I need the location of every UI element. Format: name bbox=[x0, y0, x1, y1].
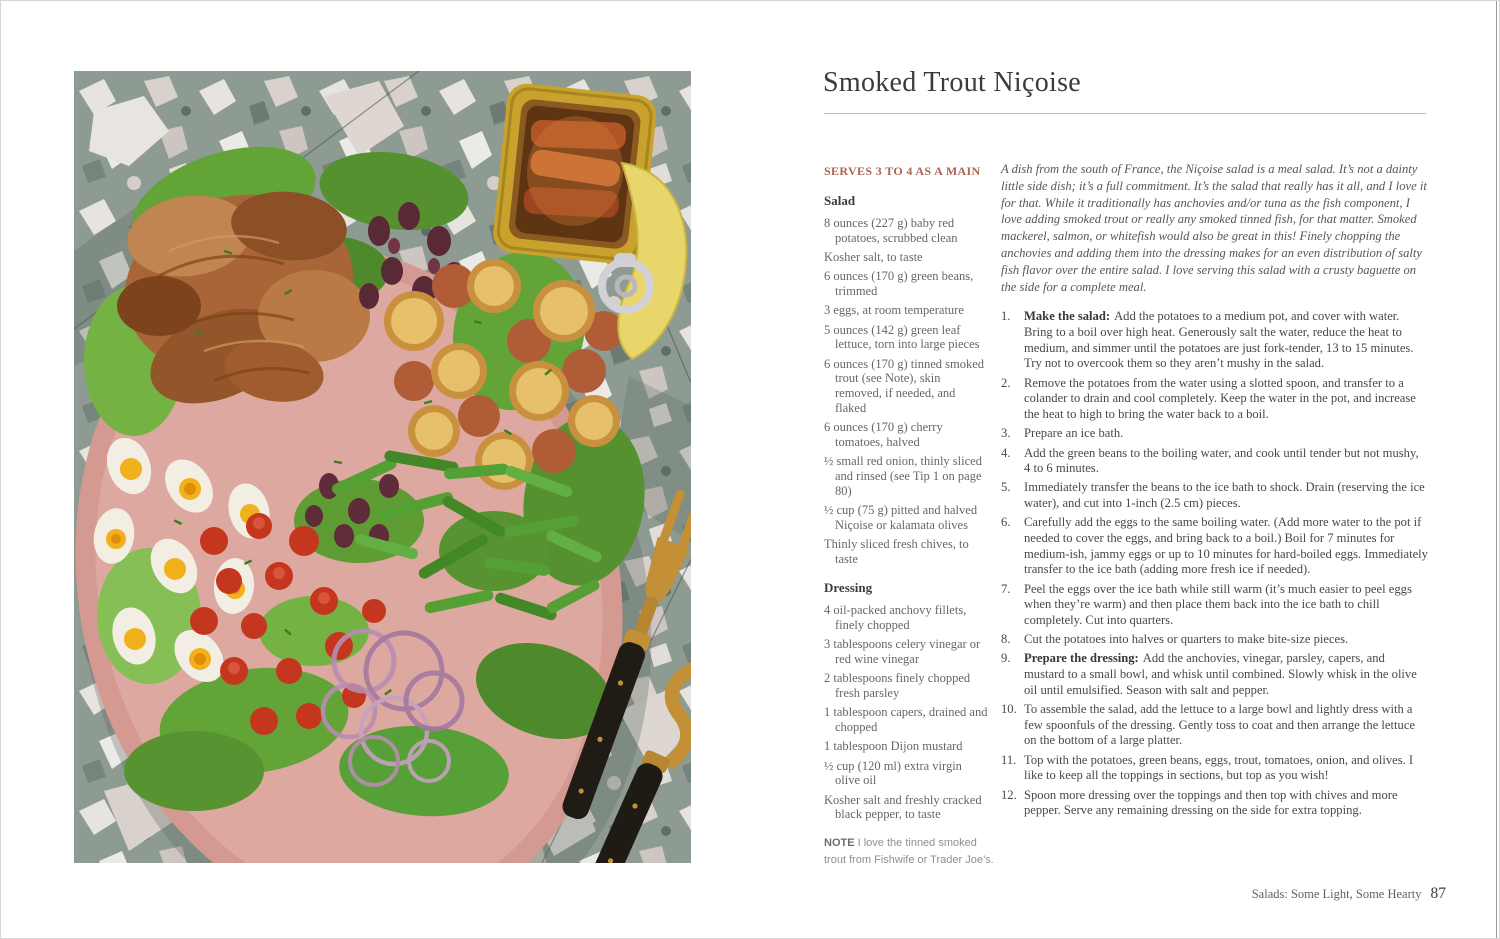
step-list bbox=[1001, 309, 1428, 819]
ingredient-item: 3 eggs, at room temperature bbox=[824, 303, 964, 318]
step-lead: Prepare the dressing: bbox=[1024, 651, 1139, 666]
step-text: Carefully add the eggs to the same boiling water. (Add more water to the pot if needed to cover the eggs, and bring back to a boil.) Boil for 7 minutes for medium-ish, jammy eggs or up to 10 minutes for hard-boiled eggs. Immediately transfer to the ice bath (adding more fresh ice if needed). bbox=[1024, 515, 1428, 577]
ingredient-item: 4 oil-packed anchovy fillets, finely chopped bbox=[824, 603, 967, 632]
step-number: 1. bbox=[1001, 309, 1011, 324]
recipe-step bbox=[1001, 515, 1428, 578]
recipe-step bbox=[1001, 702, 1428, 749]
step-text: Remove the potatoes from the water using a slotted spoon, and transfer to a colander to drain and cool completely. Keep the water in the pot, and increase the heat to high to bring the water back to a boil. bbox=[1024, 375, 1416, 422]
recipe-step bbox=[1001, 753, 1428, 784]
step-number: 3. bbox=[1001, 426, 1011, 441]
note-label: NOTE bbox=[824, 837, 855, 849]
ingredient-group-heading-salad: Salad bbox=[824, 193, 856, 208]
salad-ingredient-list bbox=[824, 216, 988, 566]
step-number: 2. bbox=[1001, 375, 1011, 390]
ingredient-item: 3 tablespoons celery vinegar or red wine vinegar bbox=[824, 637, 981, 666]
recipe-step bbox=[1001, 788, 1428, 819]
step-text: Cut the potatoes into halves or quarters to make bite-size pieces. bbox=[1024, 632, 1349, 647]
recipe-step bbox=[1001, 651, 1428, 698]
step-text: Top with the potatoes, green beans, eggs, trout, tomatoes, onion, and olives. I like to keep all the toppings in sections, but top as you wish! bbox=[1024, 752, 1414, 783]
step-number: 9. bbox=[1001, 651, 1011, 666]
ingredient-item: 6 ounces (170 g) cherry tomatoes, halved bbox=[824, 420, 943, 449]
recipe-step bbox=[1001, 582, 1428, 629]
step-text: To assemble the salad, add the lettuce to a large bowl and lightly dress with a few spoonfuls of the dressing. Gently toss to coat and then arrange the lettuce on the bottom of a large platter. bbox=[1024, 702, 1415, 748]
ingredient-item: ½ small red onion, thinly sliced and rinsed (see Tip 1 on page 80) bbox=[824, 454, 982, 498]
recipe-intro: A dish from the south of France, the Niçoise salad is a meal salad. It’s not a dainty little side dish; it’s a full commitment. It’s the salad that really has it all, and I love it for that. While it traditionally has anchovies and/or tuna as the fish component, I love adding smoked trout or really any smoked tinned fish, for that matter. Smoked mackerel, salmon, or whitefish would also be great in this! Finely chopping the anchovies and adding them into the dressing makes for an even distribution of salty fish flavor over the entire salad. I love serving this salad with a crusty baguette on the side for a complete meal. bbox=[1001, 162, 1427, 294]
ingredient-item: Thinly sliced fresh chives, to taste bbox=[824, 536, 969, 566]
step-text: Add the green beans to the boiling water, and cook until tender but not mushy, 4 to 6 minutes. bbox=[1024, 445, 1419, 476]
page-number: 87 bbox=[1430, 885, 1446, 902]
recipe-step bbox=[1001, 426, 1428, 442]
recipe-step bbox=[1001, 376, 1428, 423]
step-number: 6. bbox=[1001, 515, 1011, 530]
step-lead: Make the salad: bbox=[1024, 309, 1111, 324]
ingredient-item: 6 ounces (170 g) tinned smoked trout (see Note), skin removed, if needed, and flaked bbox=[824, 356, 985, 415]
method-column bbox=[1001, 161, 1428, 822]
ingredient-item: 1 tablespoon capers, drained and chopped bbox=[824, 705, 988, 734]
ingredients-column bbox=[824, 164, 988, 827]
step-number: 5. bbox=[1001, 480, 1011, 495]
step-text: Spoon more dressing over the toppings and then top with chives and more pepper. Serve any remaining dressing on the side for extra topping. bbox=[1024, 787, 1398, 818]
ingredient-item: 2 tablespoons finely chopped fresh parsley bbox=[824, 671, 971, 700]
page-footer bbox=[1252, 885, 1446, 903]
dressing-ingredient-list bbox=[824, 603, 988, 822]
footer-section-title: Salads: Some Light, Some Hearty bbox=[1251, 887, 1422, 901]
step-number: 4. bbox=[1001, 445, 1011, 460]
step-number: 8. bbox=[1001, 632, 1011, 647]
recipe-step bbox=[1001, 309, 1428, 372]
serves-line: SERVES 3 TO 4 AS A MAIN bbox=[824, 164, 981, 178]
recipe-step bbox=[1001, 446, 1428, 477]
ingredient-item: 6 ounces (170 g) green beans, trimmed bbox=[824, 269, 974, 298]
step-text: Prepare the dressing: Add the anchovies, vinegar, parsley, capers, and mustard to a small bowl, and whisk until combined. Slowly whisk in the olive oil until emulsified. Season with salt and pepper. bbox=[1024, 651, 1417, 697]
note-text: I love the tinned smoked trout from Fishwife or Trader Joe’s. bbox=[824, 837, 994, 866]
title-rule bbox=[824, 113, 1426, 114]
ingredient-item: 1 tablespoon Dijon mustard bbox=[824, 739, 963, 754]
step-text: Peel the eggs over the ice bath while still warm (it’s much easier to peel eggs when they’re warm) and then place them back into the ice bath to chill completely. Cut into quarters. bbox=[1024, 581, 1412, 628]
step-text: Make the salad: Add the potatoes to a medium pot, and cover with water. Bring to a boil over high heat. Generously salt the water, reduce the heat to medium, and simmer until the potatoes are just fork-tender, 13 to 15 minutes. Try not to overcook them so they aren’t mushy in the salad. bbox=[1024, 309, 1414, 371]
recipe-step bbox=[1001, 480, 1428, 511]
recipe-step bbox=[1001, 632, 1428, 648]
step-number: 11. bbox=[1001, 752, 1017, 767]
salad-photo bbox=[74, 71, 691, 863]
ingredient-item: 5 ounces (142 g) green leaf lettuce, torn into large pieces bbox=[824, 322, 980, 352]
step-text: Immediately transfer the beans to the ice bath to shock. Drain (reserving the ice water), and cut into 1-inch (2.5 cm) pieces. bbox=[1024, 480, 1425, 511]
ingredient-group-heading-dressing: Dressing bbox=[824, 580, 873, 596]
step-number: 10. bbox=[1001, 702, 1017, 717]
ingredient-item: 8 ounces (227 g) baby red potatoes, scrubbed clean bbox=[824, 216, 958, 245]
step-number: 12. bbox=[1001, 787, 1017, 802]
recipe-title: Smoked Trout Niçoise bbox=[823, 67, 1082, 98]
recipe-note bbox=[824, 835, 999, 868]
ingredient-item: ½ cup (75 g) pitted and halved Niçoise or kalamata olives bbox=[824, 502, 978, 532]
ingredient-item: Kosher salt, to taste bbox=[824, 250, 923, 264]
ingredient-item: ½ cup (120 ml) extra virgin olive oil bbox=[824, 758, 962, 788]
step-text: Prepare an ice bath. bbox=[1024, 426, 1124, 441]
step-number: 7. bbox=[1001, 581, 1011, 596]
ingredient-item: Kosher salt and freshly cracked black pepper, to taste bbox=[824, 792, 982, 822]
